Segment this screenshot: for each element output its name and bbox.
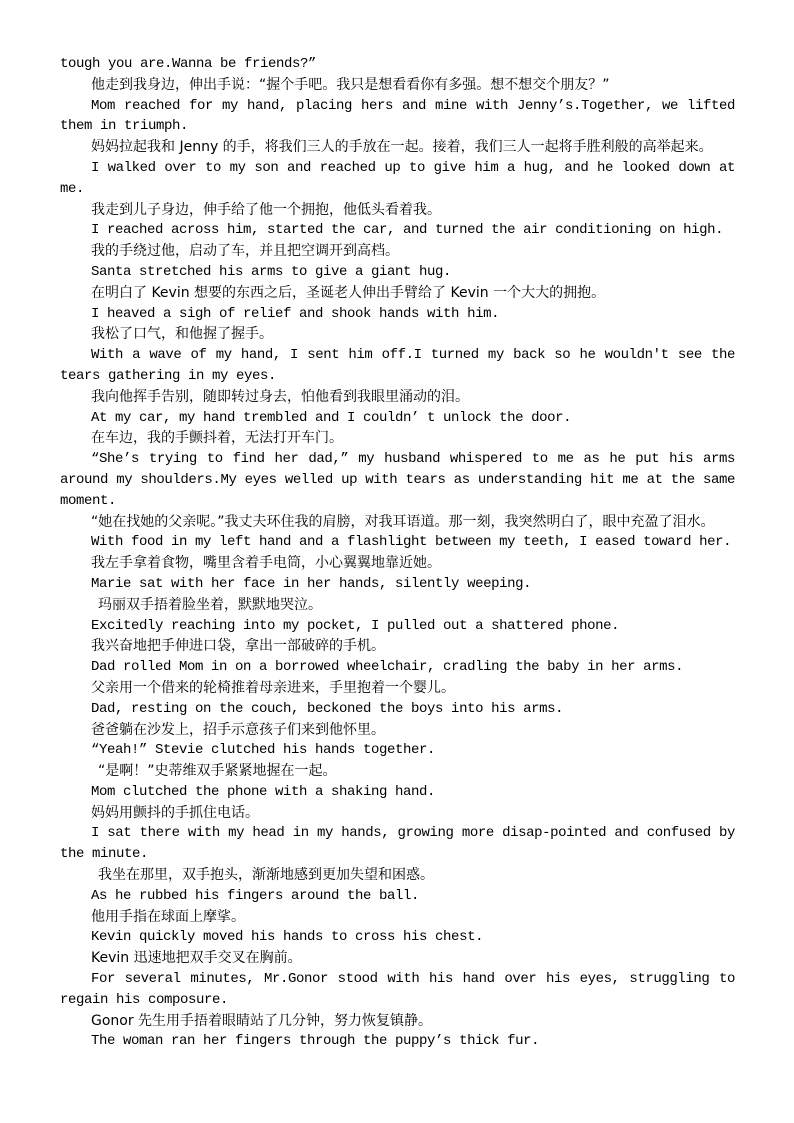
chinese-translation: 在明白了 Kevin 想要的东西之后，圣诞老人伸出手臂给了 Kevin 一个大大的拥抱。: [91, 284, 606, 301]
english-sentence: I walked over to my son and reached up to give him a hug, and he looked down at me.: [60, 159, 735, 197]
english-sentence: I reached across him, started the car, and turned the air conditioning on high.: [91, 222, 724, 239]
chinese-translation: Kevin 迅速地把双手交叉在胸前。: [91, 950, 302, 967]
chinese-translation: 父亲用一个借来的轮椅推着母亲进来，手里抱着一个婴儿。: [91, 679, 455, 696]
chinese-translation: 我走到儿子身边，伸手给了他一个拥抱，他低头看着我。: [91, 201, 441, 218]
chinese-translation: 在车边，我的手颤抖着，无法打开车门。: [91, 430, 343, 447]
english-sentence: Santa stretched his arms to give a giant hug.: [91, 263, 452, 280]
document-page: [60, 54, 735, 1052]
english-sentence: Mom clutched the phone with a shaking hand.: [91, 783, 436, 800]
chinese-translation: 我左手拿着食物，嘴里含着手电筒，小心翼翼地靠近她。: [91, 555, 441, 572]
chinese-translation: 他用手指在球面上摩挲。: [91, 908, 245, 925]
english-sentence: Dad rolled Mom in on a borrowed wheelchair, cradling the baby in her arms.: [91, 659, 684, 676]
chinese-translation: 我兴奋地把手伸进口袋，拿出一部破碎的手机。: [91, 638, 385, 655]
english-sentence: With food in my left hand and a flashlight between my teeth, I eased toward her.: [91, 534, 732, 551]
english-sentence: Kevin quickly moved his hands to cross his chest.: [91, 929, 484, 946]
english-sentence: With a wave of my hand, I sent him off.I turned my back so he wouldn't see the tears gathering in my eyes.: [60, 347, 735, 384]
english-sentence: Mom reached for my hand, placing hers and mine with Jenny’s.Together, we lifted them in triumph.: [60, 97, 735, 135]
chinese-translation: 妈妈用颤抖的手抓住电话。: [91, 804, 259, 821]
chinese-translation: “是啊！”史蒂维双手紧紧地握在一起。: [98, 763, 337, 780]
english-sentence: The woman ran her fingers through the puppy’s thick fur.: [91, 1033, 540, 1050]
english-sentence: I sat there with my head in my hands, growing more disap-pointed and confused by the minute.: [60, 825, 735, 863]
chinese-translation: “她在找她的父亲呢。”我丈夫环住我的肩膀，对我耳语道。那一刻，我突然明白了，眼中充盈了泪水。: [91, 513, 715, 530]
chinese-translation: Gonor 先生用手捂着眼睛站了几分钟，努力恢复镇静。: [91, 1012, 433, 1029]
english-sentence: For several minutes, Mr.Gonor stood with his hand over his eyes, struggling to regain his composure.: [60, 971, 735, 1008]
chinese-translation: 玛丽双手捂着脸坐着，默默地哭泣。: [98, 596, 322, 613]
english-sentence: “She’s trying to find her dad,” my husband whispered to me as he put his arms around my shoulders.My eyes welled up with tears as understanding hit me at the same moment.: [60, 451, 735, 509]
english-sentence: Excitedly reaching into my pocket, I pulled out a shattered phone.: [91, 617, 620, 634]
chinese-translation: 我松了口气，和他握了握手。: [91, 326, 273, 343]
chinese-translation: 爸爸躺在沙发上，招手示意孩子们来到他怀里。: [91, 721, 385, 738]
english-sentence: As he rubbed his fingers around the ball.: [91, 887, 420, 904]
english-sentence: “Yeah!” Stevie clutched his hands together.: [91, 742, 436, 759]
chinese-translation: 妈妈拉起我和 Jenny 的手，将我们三人的手放在一起。接着，我们三人一起将手胜利般的高举起来。: [91, 139, 713, 156]
english-sentence: Dad, resting on the couch, beckoned the boys into his arms.: [91, 700, 564, 717]
chinese-translation: 他走到我身边，伸出手说：“握个手吧。我只是想看看你有多强。想不想交个朋友？”: [91, 76, 610, 93]
english-sentence: tough you are.Wanna be friends?”: [60, 56, 317, 72]
chinese-translation: 我向他挥手告别，随即转过身去，怕他看到我眼里涌动的泪。: [91, 388, 469, 405]
english-sentence: At my car, my hand trembled and I couldn’ t unlock the door.: [91, 409, 572, 426]
chinese-translation: 我坐在那里，双手抱头，渐渐地感到更加失望和困惑。: [98, 867, 434, 884]
chinese-translation: 我的手绕过他，启动了车，并且把空调开到高档。: [91, 243, 399, 260]
english-sentence: I heaved a sigh of relief and shook hands with him.: [91, 305, 500, 322]
english-sentence: Marie sat with her face in her hands, silently weeping.: [91, 575, 532, 592]
